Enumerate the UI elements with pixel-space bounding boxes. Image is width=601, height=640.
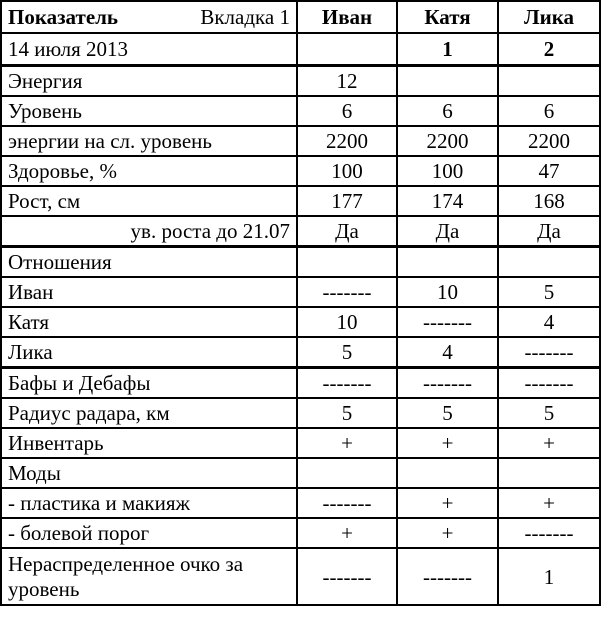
table-row bbox=[1, 428, 600, 458]
row-label: Отношения bbox=[1, 247, 297, 278]
value-cell: ------- bbox=[397, 368, 498, 399]
table-row bbox=[1, 277, 600, 307]
row-label: энергии на сл. уровень bbox=[1, 126, 297, 156]
value-cell: Да bbox=[297, 216, 397, 247]
value-cell: ------- bbox=[498, 518, 600, 548]
row-label: Уровень bbox=[1, 96, 297, 126]
value-cell: 100 bbox=[397, 156, 498, 186]
value-cell: Да bbox=[498, 216, 600, 247]
value-cell: 6 bbox=[397, 96, 498, 126]
value-cell: 2200 bbox=[297, 126, 397, 156]
value-cell: + bbox=[397, 428, 498, 458]
value-cell: 12 bbox=[297, 66, 397, 97]
row-label: Энергия bbox=[1, 66, 297, 97]
value-cell: 6 bbox=[498, 96, 600, 126]
table-row bbox=[1, 488, 600, 518]
value-cell: 168 bbox=[498, 186, 600, 216]
value-cell: 177 bbox=[297, 186, 397, 216]
value-cell bbox=[498, 247, 600, 278]
value-cell: 4 bbox=[498, 307, 600, 337]
row-label: - пластика и макияж bbox=[1, 488, 297, 518]
value-cell: ------- bbox=[297, 368, 397, 399]
row-label: Нераспределенное очко за уровень bbox=[1, 548, 297, 605]
row-label: Рост, см bbox=[1, 186, 297, 216]
table-row bbox=[1, 398, 600, 428]
value-cell bbox=[297, 458, 397, 488]
value-cell: ------- bbox=[297, 488, 397, 518]
value-cell: + bbox=[498, 488, 600, 518]
table-row bbox=[1, 548, 600, 605]
indicator-label: Показатель bbox=[8, 5, 119, 29]
table-row bbox=[1, 156, 600, 186]
value-cell bbox=[397, 66, 498, 97]
indicator-header-cell bbox=[1, 1, 297, 33]
value-cell bbox=[498, 66, 600, 97]
name-header-lika: Лика bbox=[498, 1, 600, 33]
value-cell: 5 bbox=[297, 337, 397, 368]
table-row bbox=[1, 216, 600, 247]
value-cell: ------- bbox=[297, 548, 397, 605]
table-row bbox=[1, 96, 600, 126]
value-cell bbox=[498, 458, 600, 488]
row-label: Инвентарь bbox=[1, 428, 297, 458]
value-cell: ------- bbox=[397, 548, 498, 605]
date-cell: 14 июля 2013 bbox=[1, 33, 297, 66]
value-cell: 2200 bbox=[397, 126, 498, 156]
number-header-katya: 1 bbox=[397, 33, 498, 66]
value-cell bbox=[297, 247, 397, 278]
row-label: Бафы и Дебафы bbox=[1, 368, 297, 399]
value-cell: 5 bbox=[397, 398, 498, 428]
row-label: ув. роста до 21.07 bbox=[1, 216, 297, 247]
row-label: Лика bbox=[1, 337, 297, 368]
value-cell: 4 bbox=[397, 337, 498, 368]
value-cell: + bbox=[397, 518, 498, 548]
row-label: Здоровье, % bbox=[1, 156, 297, 186]
value-cell: 47 bbox=[498, 156, 600, 186]
name-header-katya: Катя bbox=[397, 1, 498, 33]
value-cell: 1 bbox=[498, 548, 600, 605]
table-row bbox=[1, 247, 600, 278]
value-cell: 174 bbox=[397, 186, 498, 216]
value-cell: Да bbox=[397, 216, 498, 247]
value-cell bbox=[397, 247, 498, 278]
name-header-ivan: Иван bbox=[297, 1, 397, 33]
table-row bbox=[1, 518, 600, 548]
value-cell: 5 bbox=[297, 398, 397, 428]
value-cell: + bbox=[297, 428, 397, 458]
value-cell: 10 bbox=[297, 307, 397, 337]
row-label: Катя bbox=[1, 307, 297, 337]
date-row bbox=[1, 33, 600, 66]
value-cell: 10 bbox=[397, 277, 498, 307]
row-label: Радиус радара, км bbox=[1, 398, 297, 428]
row-label: Иван bbox=[1, 277, 297, 307]
value-cell: + bbox=[498, 428, 600, 458]
value-cell: + bbox=[397, 488, 498, 518]
value-cell: ------- bbox=[297, 277, 397, 307]
row-label: Моды bbox=[1, 458, 297, 488]
value-cell: ------- bbox=[498, 337, 600, 368]
value-cell: + bbox=[297, 518, 397, 548]
value-cell: 100 bbox=[297, 156, 397, 186]
table-row bbox=[1, 186, 600, 216]
table-row bbox=[1, 368, 600, 399]
tab-label: Вкладка 1 bbox=[200, 5, 290, 29]
value-cell: 5 bbox=[498, 398, 600, 428]
row-label: - болевой порог bbox=[1, 518, 297, 548]
table-row bbox=[1, 458, 600, 488]
table-row bbox=[1, 307, 600, 337]
value-cell: 6 bbox=[297, 96, 397, 126]
table-row bbox=[1, 66, 600, 97]
number-header-ivan bbox=[297, 33, 397, 66]
header-row bbox=[1, 1, 600, 33]
number-header-lika: 2 bbox=[498, 33, 600, 66]
value-cell: 2200 bbox=[498, 126, 600, 156]
value-cell: ------- bbox=[397, 307, 498, 337]
table-row bbox=[1, 126, 600, 156]
value-cell bbox=[397, 458, 498, 488]
value-cell: ------- bbox=[498, 368, 600, 399]
value-cell: 5 bbox=[498, 277, 600, 307]
table-row bbox=[1, 337, 600, 368]
